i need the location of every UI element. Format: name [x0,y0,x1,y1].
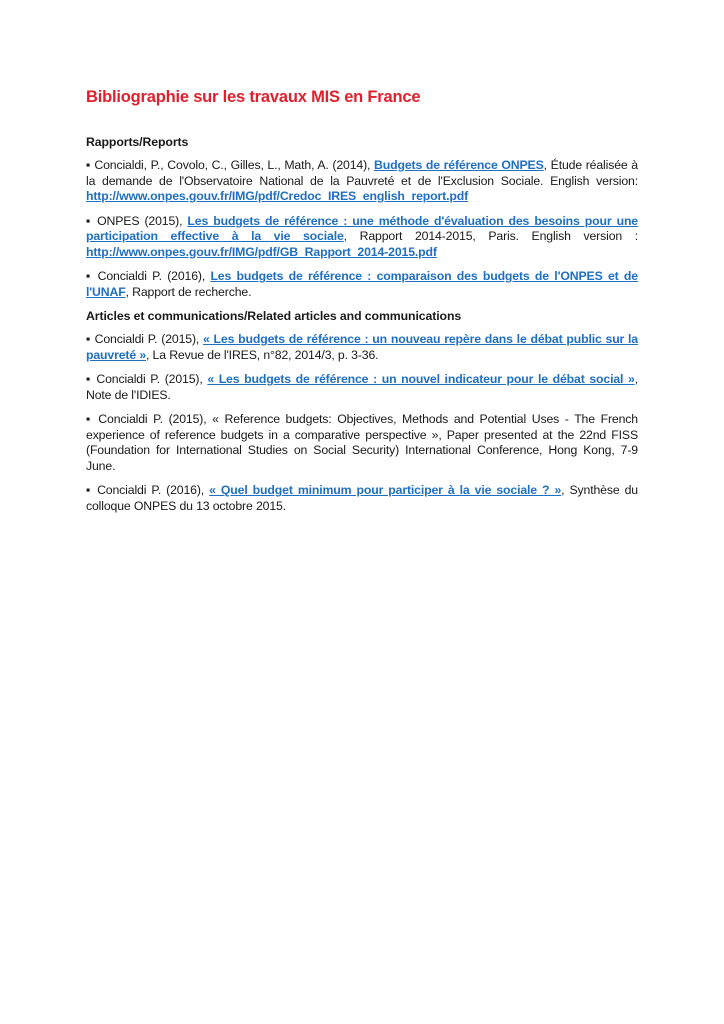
entry-text: Concialdi P. (2015), « Reference budgets: Objectives, Methods and Potential Uses - The French experience of reference budgets in a comparative perspective », Paper presented at the 22nd FISS (Foundation for International Studies on Social Security) International Conference, Hong Kong, 7-9 June. [86,412,638,473]
entry-text: , Note de l'IDIES. [86,372,638,402]
article-link[interactable]: « Les budgets de référence : un nouveau repère dans le débat public sur la pauvreté » [86,332,638,362]
report-link[interactable]: Les budgets de référence : une méthode d'évaluation des besoins pour une participation effective à la vie sociale [86,213,638,243]
bibliography-entry [86,214,638,261]
entry-authors: Concialdi, P., Covolo, C., Gilles, L., Math, A. (2014), [90,158,375,172]
bullet-icon: ▪ [86,213,93,228]
bullet-icon: ▪ [86,332,91,346]
article-link[interactable]: « Quel budget minimum pour participer à la vie sociale ? » [209,483,562,497]
document-page [86,88,638,523]
bullet-icon: ▪ [86,372,92,386]
bibliography-entry [86,483,638,514]
entry-text: , La Revue de l'IRES, n°82, 2014/3, p. 3-36. [146,347,379,362]
english-version-link[interactable]: http://www.onpes.gouv.fr/IMG/pdf/GB_Rapport_2014-2015.pdf [86,244,437,259]
bibliography-entry [86,412,638,474]
bullet-icon: ▪ [86,269,93,283]
bibliography-entry [86,332,638,363]
report-link[interactable]: Budgets de référence ONPES [374,158,544,172]
article-link[interactable]: « Les budgets de référence : un nouvel indicateur pour le débat social » [207,372,635,386]
entry-authors: Concialdi P. (2015), [90,332,204,346]
entry-text: , Synthèse du colloque ONPES du 13 octobre 2015. [86,483,638,513]
entry-text: , Rapport 2014-2015, Paris. English version : [343,229,638,243]
bibliography-entry [86,158,638,205]
entry-text: , Rapport de recherche. [125,284,252,299]
bullet-icon: ▪ [86,483,93,497]
entry-authors: Concialdi P. (2016), [92,483,210,497]
bibliography-entry [86,269,638,300]
bullet-icon: ▪ [86,412,93,426]
bibliography-entry [86,372,638,403]
report-link[interactable]: Les budgets de référence : comparaison des budgets de l'ONPES et de l'UNAF [86,269,638,299]
page-title: Bibliographie sur les travaux MIS en France [86,88,421,106]
entry-authors: ONPES (2015), [92,213,188,228]
entry-authors: Concialdi P. (2016), [92,269,211,283]
entry-authors: Concialdi P. (2015), [91,372,208,386]
entry-text: , Étude réalisée à la demande de l'Observatoire National de la Pauvreté et de l'Exclusion Sociale. English version: [86,158,638,188]
section-heading-articles: Articles et communications/Related articles and communications [86,309,462,323]
section-heading-reports: Rapports/Reports [86,135,189,149]
english-version-link[interactable]: http://www.onpes.gouv.fr/IMG/pdf/Credoc_IRES_english_report.pdf [86,189,469,203]
bullet-icon: ▪ [86,158,91,172]
